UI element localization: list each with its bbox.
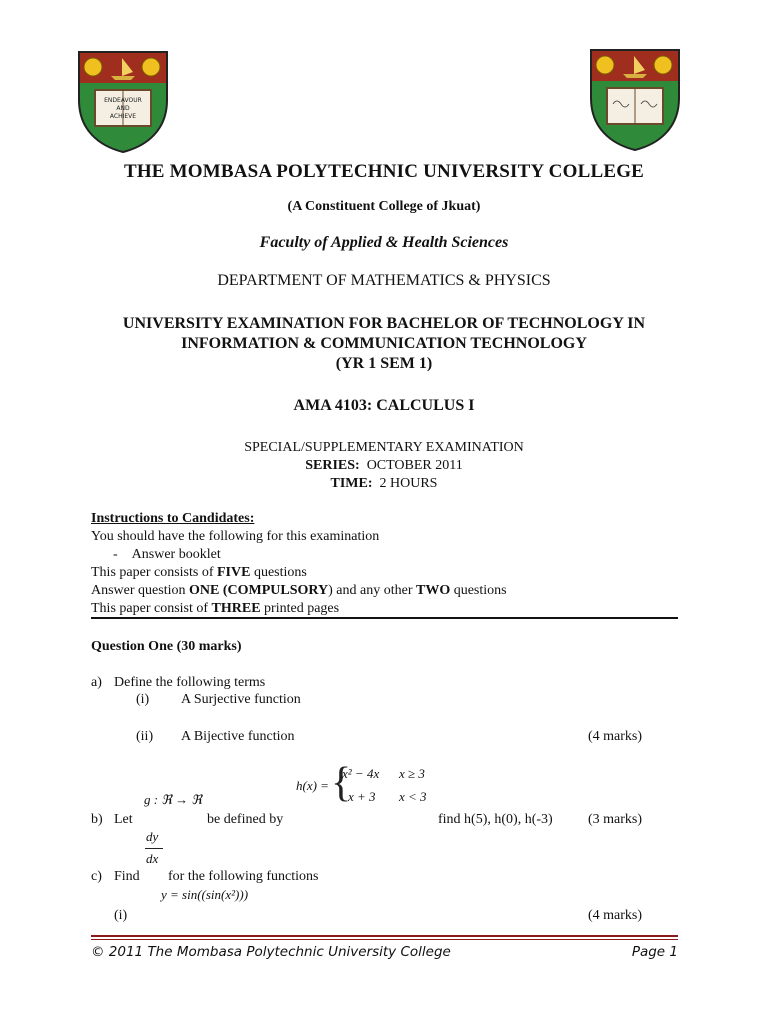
piecewise-case2-cond: x < 3 — [399, 789, 427, 804]
bullet-dash: - — [113, 547, 118, 562]
piecewise-case1-cond: x ≥ 3 — [399, 766, 425, 781]
series-label: SERIES: — [305, 458, 360, 473]
text-emphasis: THREE — [211, 601, 261, 616]
text-segment: questions — [250, 565, 307, 580]
page-footer — [91, 944, 678, 960]
exam-details — [0, 439, 768, 493]
text-emphasis: FIVE — [216, 565, 251, 580]
instructions-bullet — [91, 546, 691, 564]
footer-page-number: Page 1 — [631, 944, 678, 960]
text-segment: This paper consist of — [91, 601, 212, 616]
instructions-block — [91, 510, 691, 618]
text-emphasis: TWO — [415, 583, 451, 598]
footer-copyright: © 2011 The Mombasa Polytechnic University College — [91, 944, 451, 960]
time-value: 2 HOURS — [379, 476, 438, 491]
college-crest-right — [589, 48, 681, 152]
series-value: OCTOBER 2011 — [366, 458, 463, 473]
footer-rule-bottom — [91, 939, 678, 940]
q1a-text: Define the following terms — [114, 675, 266, 690]
text-segment: ) and any other — [328, 583, 416, 598]
q1c-label: c) — [91, 869, 102, 884]
college-title: THE MOMBASA POLYTECHNIC UNIVERSITY COLLEGE — [123, 161, 645, 182]
fraction-numerator: dy — [146, 829, 159, 844]
text-segment: Answer question — [91, 583, 189, 598]
svg-text:AND: AND — [116, 105, 130, 112]
piecewise-case1-expr: x² − 4x — [342, 766, 380, 781]
piecewise-brace: { — [331, 760, 352, 806]
svg-text:ENDEAVOUR: ENDEAVOUR — [104, 97, 142, 104]
department-name: DEPARTMENT OF MATHEMATICS & PHYSICS — [217, 272, 551, 289]
q1b-label: b) — [91, 812, 103, 827]
constituent-college-line: (A Constituent College of Jkuat) — [287, 199, 481, 214]
piecewise-case2-expr: x + 3 — [348, 789, 376, 804]
question-one-heading: Question One (30 marks) — [91, 639, 242, 654]
exam-title — [0, 314, 768, 374]
svg-text:ACHIEVE: ACHIEVE — [109, 113, 137, 120]
college-crest-left — [77, 50, 169, 154]
q1a-i-text: A Surjective function — [181, 692, 301, 707]
instructions-line-answer — [91, 582, 691, 600]
bullet-text: Answer booklet — [131, 547, 221, 562]
piecewise-lhs: h(x) = — [296, 778, 329, 793]
q1a-ii-label: (ii) — [136, 729, 154, 744]
q1c-i-expression: y = sin((sin(x²))) — [161, 887, 249, 902]
text-emphasis: ONE (COMPULSORY — [189, 583, 329, 598]
fraction-denominator: dx — [146, 851, 159, 866]
exam-time — [0, 475, 768, 493]
q1c-i-label: (i) — [114, 908, 128, 923]
q1a-i-label: (i) — [136, 692, 150, 707]
text-segment: questions — [450, 583, 507, 598]
fraction-bar — [145, 848, 163, 849]
q1a-marks: (4 marks) — [588, 729, 643, 744]
mapping-g: g : ℜ → ℜ — [144, 792, 202, 807]
exam-series — [0, 457, 768, 475]
course-code-title: AMA 4103: CALCULUS I — [293, 397, 475, 414]
faculty-name: Faculty of Applied & Health Sciences — [259, 234, 509, 251]
q1b-defined: be defined by — [207, 812, 284, 827]
footer-rule-top — [91, 935, 678, 937]
exam-type: SPECIAL/SUPPLEMENTARY EXAMINATION — [244, 440, 524, 455]
q1b-let: Let — [114, 812, 133, 827]
q1a-label: a) — [91, 675, 102, 690]
text-segment: printed pages — [260, 601, 340, 616]
q1b-find: find h(5), h(0), h(-3) — [438, 812, 553, 827]
instructions-line-pages — [91, 600, 691, 618]
instructions-line-requirements: You should have the following for this examination — [91, 529, 380, 544]
q1a-ii-text: A Bijective function — [181, 729, 295, 744]
q1b-marks: (3 marks) — [588, 812, 643, 827]
section-divider — [91, 617, 678, 619]
exam-year-semester: (YR 1 SEM 1) — [335, 355, 433, 372]
text-segment: This paper consists of — [91, 565, 217, 580]
instructions-heading: Instructions to Candidates: — [91, 511, 255, 526]
q1c-text: for the following functions — [168, 869, 319, 884]
time-label: TIME: — [330, 476, 373, 491]
exam-title-line1: UNIVERSITY EXAMINATION FOR BACHELOR OF TECHNOLOGY IN — [122, 315, 646, 332]
exam-title-line2: INFORMATION & COMMUNICATION TECHNOLOGY — [181, 335, 587, 352]
q1c-marks: (4 marks) — [588, 908, 643, 923]
instructions-line-questions — [91, 564, 691, 582]
q1c-find: Find — [114, 869, 140, 884]
